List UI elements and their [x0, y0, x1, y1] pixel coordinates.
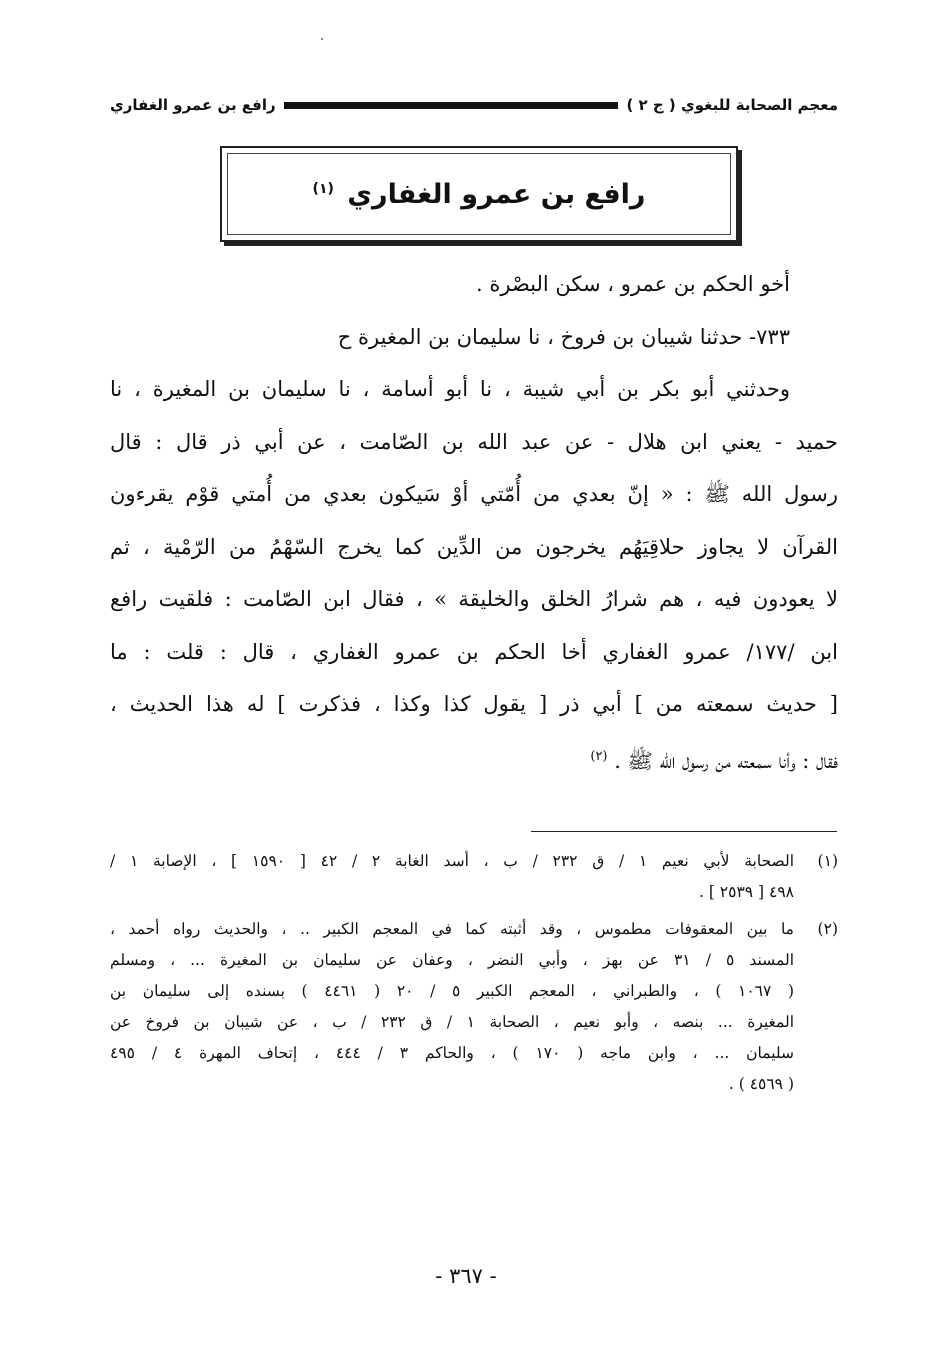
footnote-divider — [531, 831, 837, 832]
footnote-line: ٤٩٨ [ ٢٥٣٩ ] . — [698, 883, 794, 901]
entry-title-box — [220, 146, 738, 242]
text-line: وحدثني أبو بكر بن أبي شيبة ، نا أبو أسامة ، نا سليمان بن المغيرة ، نا — [110, 377, 790, 401]
text-line: ابن /١٧٧/ عمرو الغفاري أخا الحكم بن عمرو الغفاري ، قال : قلت : ما — [110, 639, 838, 664]
running-header — [110, 88, 838, 122]
text-line-last — [110, 731, 838, 788]
footnote-line: ( ٤٥٦٩ ) . — [728, 1075, 794, 1093]
text-line: أخو الحكم بن عمرو ، سكن البصْرة . — [476, 272, 790, 296]
entry-title — [313, 179, 646, 210]
entry-title-text: رافع بن عمرو الغفاري — [347, 178, 646, 210]
footnotes — [110, 846, 838, 1106]
footnote-line: الصحابة لأبي نعيم ١ / ق ٢٣٢ / ب ، أسد الغابة ٢ / ٤٢ [ ١٥٩٠ ] ، الإصابة ١ / — [110, 852, 795, 870]
footnote-number: (٢) — [817, 920, 838, 938]
footnote-ref: (٢) — [590, 748, 608, 764]
footnote-line: المسند ٥ / ٣١ عن بهز ، وأبي النضر ، وعفان عن سليمان بن المغيرة ... ، ومسلم — [110, 951, 795, 969]
footnote-line: ( ١٠٦٧ ) ، والطبراني ، المعجم الكبير ٥ / ٢٠ ( ٤٤٦١ ) بسنده إلى سليمان بن — [110, 982, 795, 1000]
page-number: - ٣٦٧ - — [435, 1264, 497, 1288]
footnote-1 — [110, 846, 838, 908]
header-book-title: معجم الصحابة للبغوي ( ج ٢ ) — [626, 96, 838, 114]
footnote-2 — [110, 914, 838, 1100]
text-line: [ حديث سمعته من ] أبي ذر [ يقول كذا وكذا ، فذكرت ] له هذا الحديث ، — [110, 692, 838, 716]
text-line: رسول الله ﷺ : « إنّ بعدي من أُمّتي أوْ سَيكون بعدي من أُمتي قوْم يقرءون — [110, 482, 838, 506]
entry-title-footnote-ref: (١) — [312, 180, 334, 197]
header-rule — [284, 102, 619, 109]
text-line-last-content: فقال : وأنا سمعته من رسول الله ﷺ . — [614, 748, 838, 773]
footnote-line: سليمان ... ، وابن ماجه ( ١٧٠ ) ، والحاكم ٣ / ٤٤٤ ، إتحاف المهرة ٤ / ٤٩٥ — [110, 1044, 795, 1062]
scan-dot — [321, 38, 323, 40]
text-line: لا يعودون فيه ، هم شرارُ الخلق والخليقة » ، فقال ابن الصّامت : فلقيت رافع — [110, 587, 838, 611]
footnote-line: ما بين المعقوفات مطموس ، وقد أثبته كما في المعجم الكبير .. ، والحديث رواه أحمد ، — [110, 920, 794, 938]
text-line: القرآن لا يجاوز حلاقِيَهُم يخرجون من الدِّين كما يخرج السّهْمُ من الرّمْية ، ثم — [110, 534, 838, 559]
footnote-number: (١) — [817, 852, 838, 870]
hadith-number-line: ٧٣٣- حدثنا شيبان بن فروخ ، نا سليمان بن المغيرة ح — [337, 324, 790, 349]
main-text — [110, 258, 838, 787]
footnote-line: المغيرة ... بنصه ، وأبو نعيم ، الصحابة ١ / ق ٢٣٢ / ب ، عن شيبان بن فروخ عن — [110, 1013, 795, 1031]
footnote-body — [110, 914, 794, 1100]
header-entry-name: رافع بن عمرو الغفاري — [110, 96, 276, 114]
footnote-body — [110, 846, 794, 908]
text-line: حميد - يعني ابن هلال - عن عبد الله بن الصّامت ، عن أبي ذر قال : قال — [110, 429, 838, 454]
